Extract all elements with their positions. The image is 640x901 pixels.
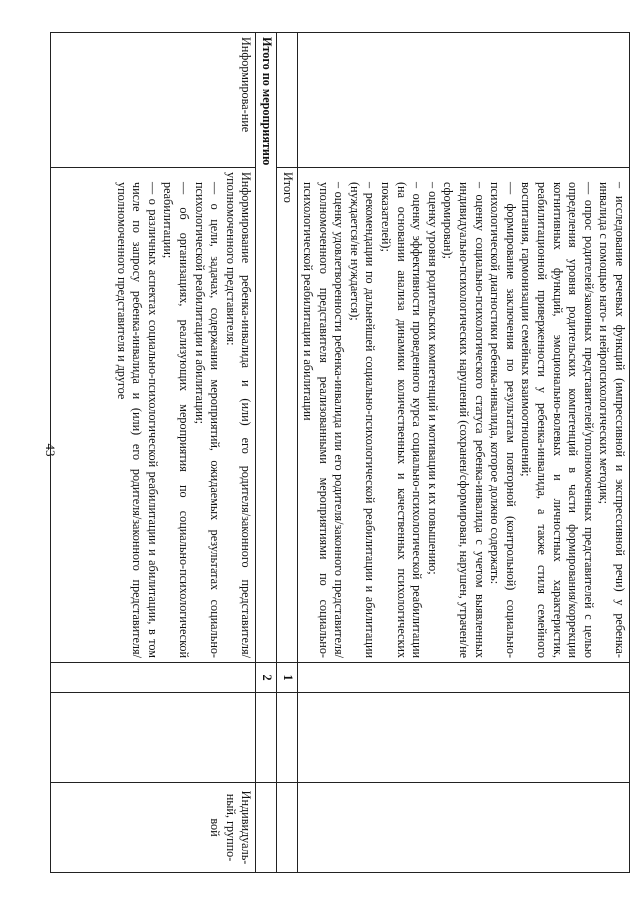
table-cell-empty [297,33,629,168]
inform-title: Информирова-ние [51,33,256,168]
table-cell-empty [276,33,297,168]
table-cell-empty [297,693,629,783]
table-row [297,33,629,873]
list-item: – исследование речевых функций (импрессивной и экспрессивной речи) у ребенка-инвалида с помощью нато- и нейропсихологических методик; [597,182,627,658]
itogo-event-value: 2 [256,663,277,693]
table-cell-empty [256,783,277,873]
list-item: — опрос родителей/законных представителей/уполномоченных представителей с целью определения уровня родительских компетенций в части формирования/коррекции когнитивных функций, эмоционально-волевых и личностных характеристик, реабилитационной приверженности у ребенка-инвалида, а также стиля семейного воспитания, гармонизации семейных взаимоотношений; [519,182,596,658]
list-item: – оценку социально-психологического статуса ребенка-инвалида с учетом выявленных индивидуально-психологических нарушений (сохранен/сформирован, нарушен, утрачен/не сформирован); [441,182,487,658]
itogo-event-row [256,33,277,873]
diagnostics-cell [297,168,629,663]
itogo-value: 1 [276,663,297,693]
inform-form: Индивидуаль-ный, группо-вой [51,783,256,873]
list-item: – оценку удовлетворенности ребенка-инвалида или его родителя/законного представителя/уполномоченного представителя реализованными мероприятиями по социально-психологической реабилитации и абилитации [301,182,347,658]
table-cell-empty [256,693,277,783]
page-number: 43 [43,443,58,457]
list-item: – рекомендации по дальнейшей социально-психологической реабилитации и абилитации (нуждается/не нуждается); [347,182,378,658]
table-cell-empty [276,693,297,783]
rehabilitation-table [50,32,630,873]
inform-cell [51,168,256,663]
table-cell-empty [276,783,297,873]
list-item: — об организациях, реализующих мероприятия по социально-психологической реабилитации; [161,182,191,658]
list-item: — формирование заключения по результатам повторной (контрольной) социально-психологической диагностики ребенка-инвалида, которое должно содержать: [488,182,518,658]
list-item: Информирование ребенка-инвалида и (или) его родителя/законного представителя/уполномоченного представителя: [223,172,254,658]
inform-row [51,33,256,873]
rotated-table-sheet [58,32,630,872]
list-item: — о цели, задачах, содержании мероприятий, ожидаемых результатах социально-психологической реабилитации и абилитации; [192,182,223,658]
list-item: — о различных аспектах социально-психологической реабилитации и абилитации, в том числе по запросу ребенка-инвалида и (или) его родителя/законного представителя/уполномоченного представителя и другое [114,182,160,658]
list-item: – оценку эффективности проведенного курса социально-психологической реабилитации (на основании анализа динамики количественных и качественных психологических показателей); [379,182,425,658]
table-cell-empty [297,783,629,873]
itogo-event-label: Итого по мероприятию [256,33,277,663]
itogo-row [276,33,297,873]
table-cell-empty [51,663,256,693]
table-cell-empty [297,663,629,693]
itogo-label: Итого [276,168,297,663]
table-cell-empty [51,693,256,783]
list-item: – оценку уровня родительских компетенций и мотивации к их повышению; [425,182,440,575]
